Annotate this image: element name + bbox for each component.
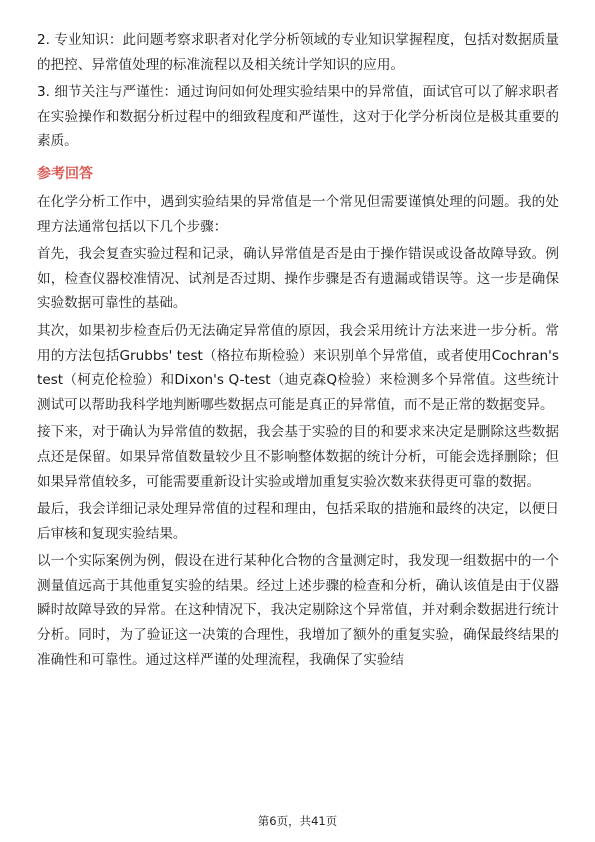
point-detail-rigor: 3. 细节关注与严谨性：通过询问如何处理实验结果中的异常值，面试官可以了解求职者在实验操作和数据分析过程中的细致程度和严谨性，这对于化学分析岗位是极其重要的素质。 (37, 84, 559, 150)
answer-intro: 在化学分析工作中，遇到实验结果的异常值是一个常见但需要谨慎处理的问题。我的处理方法通常包括以下几个步骤： (37, 193, 559, 235)
answer-case-example: 以一个实际案例为例，假设在进行某种化合物的含量测定时，我发现一组数据中的一个测量值远高于其他重复实验的结果。经过上述步骤的检查和分析，确认该值是由于仪器瞬时故障导致的异常。在这种情况下，我决定剔除这个异常值，并对剩余数据进行统计分析。同时，为了验证这一决策的合理性，我增加了额外的重复实验，确保最终结果的准确性和可靠性。通过这样严谨的处理流程，我确保了实验结 (37, 553, 559, 668)
point-professional-knowledge: 2. 专业知识：此问题考察求职者对化学分析领域的专业知识掌握程度，包括对数据质量的把控、异常值处理的标准流程以及相关统计学知识的应用。 (37, 32, 559, 73)
answer-step-last: 最后，我会详细记录处理异常值的过程和理由，包括采取的措施和最终的决定，以便日后审核和复现实验结果。 (37, 501, 559, 542)
answer-step-next: 接下来，对于确认为异常值的数据，我会基于实验的目的和要求来决定是删除这些数据点还是保留。如果异常值数量较少且不影响整体数据的统计分析，可能会选择删除；但如果异常值较多，可能需要重新设计实验或增加重复实验次数来获得更可靠的数据。 (37, 424, 559, 490)
page-number: 第6页，共41页 (257, 814, 338, 828)
reference-answer-heading: 参考回答 (37, 165, 93, 182)
answer-step-second: 其次，如果初步检查后仍无法确定异常值的原因，我会采用统计方法来进一步分析。常用的方法包括Grubbs' test（格拉布斯检验）来识别单个异常值，或者使用Cochran's test（柯克伦检验）和Dixon's Q-test（迪克森Q检验）来检测多个异常值。这些统计测试可以帮助我科学地判断哪些数据点可能是真正的异常值，而不是正常的数据变异。 (37, 322, 559, 413)
document-page (37, 28, 559, 675)
answer-step-first: 首先，我会复查实验过程和记录，确认异常值是否是由于操作错误或设备故障导致。例如，检查仪器校准情况、试剂是否过期、操作步骤是否有遗漏或错误等。这一步是确保实验数据可靠性的基础。 (37, 246, 559, 312)
